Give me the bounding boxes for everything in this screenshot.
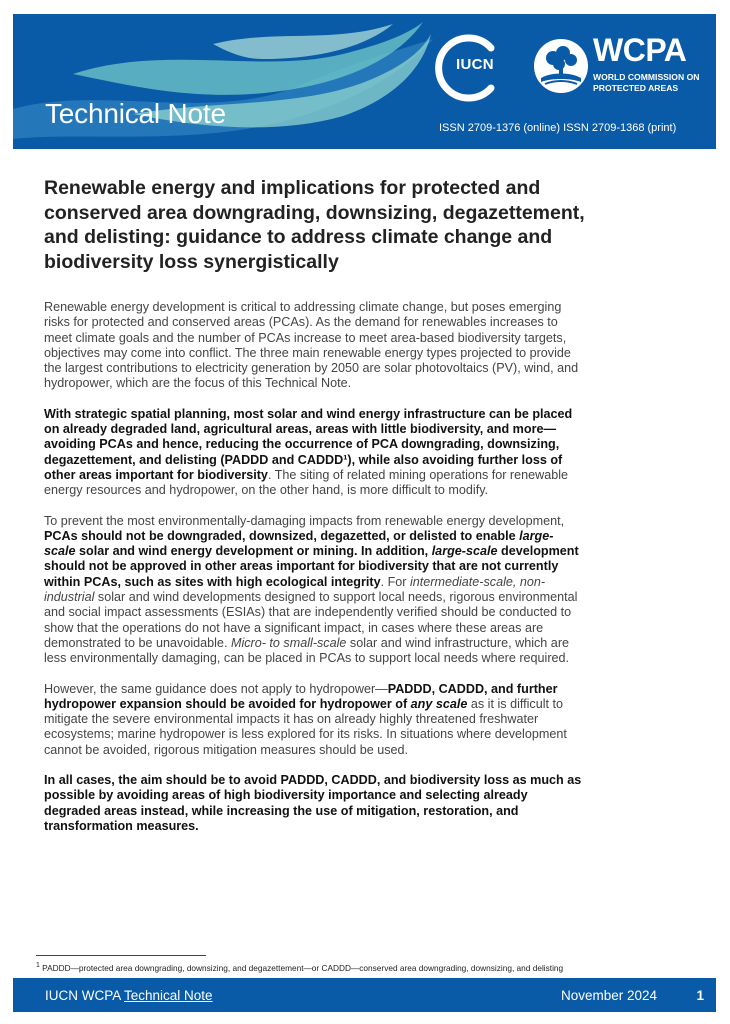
p5-text: In all cases, the aim should be to avoid PADDD, CADDD, and biodiversity loss as much as possible by avoiding areas of high biodiversity importance and selecting already degraded areas instead, while increasing the use of mitigation, restoration, and transformation measures. bbox=[44, 773, 582, 833]
banner-title: Technical Note bbox=[45, 98, 226, 129]
footnote-marker: 1 bbox=[36, 962, 40, 969]
footer-series-prefix: IUCN WCPA bbox=[45, 988, 125, 1003]
p4-b: PADDD, CADDD, and further hydropower expansion should be avoided for hydropower of bbox=[44, 681, 558, 711]
footnote bbox=[36, 962, 686, 973]
p3-f: development should not be approved in other areas important for biodiversity that are not currently within PCAs, such as sites with high ecological integrity bbox=[44, 544, 579, 589]
p4-c: any scale bbox=[410, 696, 468, 711]
page-number: 1 bbox=[696, 988, 704, 1003]
page-footer bbox=[13, 978, 716, 1012]
p4-a: However, the same guidance does not apply to hydropower— bbox=[44, 681, 388, 696]
p3-j: Micro- to small-scale bbox=[230, 635, 347, 650]
technical-note-link[interactable]: Technical Note bbox=[124, 988, 213, 1003]
paragraph-1: Renewable energy development is critical to addressing climate change, but poses emerging risks for protected and conserved areas (PCAs). As the demand for renewables increases to meet climate goals and the number of PCAs increase to meet area-based biodiversity targets, objectives may come into conflict. The three main renewable energy types projected to provide the largest contributions to electricity generation by 2050 are solar photovoltaics (PV), wind, and hydropower, which are the focus of this Technical Note. bbox=[44, 300, 579, 391]
iucn-logo-text: IUCN bbox=[456, 56, 494, 73]
p4-d: as it is difficult to mitigate the severe environmental impacts it has on already highly threatened freshwater ecosystems; marine hydropower is less explored for its risks. In situations where development cannot be avoided, rigorous mitigation measures should be used. bbox=[44, 696, 567, 757]
paragraph-4 bbox=[44, 682, 584, 758]
p3-h: intermediate-scale, non-industrial bbox=[44, 574, 546, 605]
issn-numbers: ISSN 2709-1376 (online) ISSN 2709-1368 (print) bbox=[439, 122, 677, 134]
footer-series bbox=[45, 988, 213, 1003]
paragraph-5 bbox=[44, 773, 584, 834]
p3-b: PCAs should not be downgraded, downsized, degazetted, or delisted to enable bbox=[44, 528, 520, 543]
header-banner bbox=[13, 14, 716, 149]
p3-c: large-scale bbox=[44, 528, 554, 559]
paragraph-2 bbox=[44, 407, 584, 499]
p3-k: solar and wind infrastructure, which are less environmentally damaging, can be placed in PCAs to support local needs where required. bbox=[44, 635, 570, 666]
footer-date: November 2024 bbox=[561, 988, 658, 1003]
wcpa-subtitle: WORLD COMMISSION ON PROTECTED AREAS bbox=[593, 72, 700, 93]
footnote-divider bbox=[36, 955, 206, 956]
p2-emphasis: With strategic spatial planning, most solar and wind energy infrastructure can be placed on already degraded land, agricultural areas, areas with little biodiversity, and more—avoiding PCAs and hence, reducing the occurrence of PCA downgrading, downsizing, degazettement, and delisting (PADDD and CADDD¹), while also avoiding further loss of other areas important for biodiversity bbox=[44, 406, 573, 482]
p3-d: solar and wind energy development or mining. In addition, bbox=[75, 544, 432, 559]
p3-e: large-scale bbox=[431, 544, 498, 559]
wcpa-tree-logo-icon bbox=[533, 38, 589, 94]
paragraph-3 bbox=[44, 514, 584, 667]
p3-i: solar and wind developments designed to support local needs, rigorous environmental and social impact assessments (ESIAs) that are independently verified should be conducted to show that the operations do not have a significant impact, in cases where these areas are demonstrated to be unavoidable. bbox=[44, 590, 578, 650]
p3-a: To prevent the most environmentally-damaging impacts from renewable energy development, bbox=[44, 513, 565, 528]
footnote-text: PADDD—protected area downgrading, downsizing, and degazettement—or CADDD—conserved area downgrading, downsizing, and delisting bbox=[42, 962, 564, 973]
p3-g: . For bbox=[380, 574, 410, 589]
wcpa-logo-text: WCPA bbox=[593, 32, 687, 68]
document-body bbox=[44, 300, 584, 849]
document-title: Renewable energy and implications for protected and conserved area downgrading, downsizing, degazettement, and delisting: guidance to address climate change and biodiversity loss synergistically bbox=[44, 177, 585, 273]
p2-rest: . The siting of related mining operations for renewable energy resources and hydropower, on the other hand, is more difficult to modify. bbox=[44, 467, 569, 498]
